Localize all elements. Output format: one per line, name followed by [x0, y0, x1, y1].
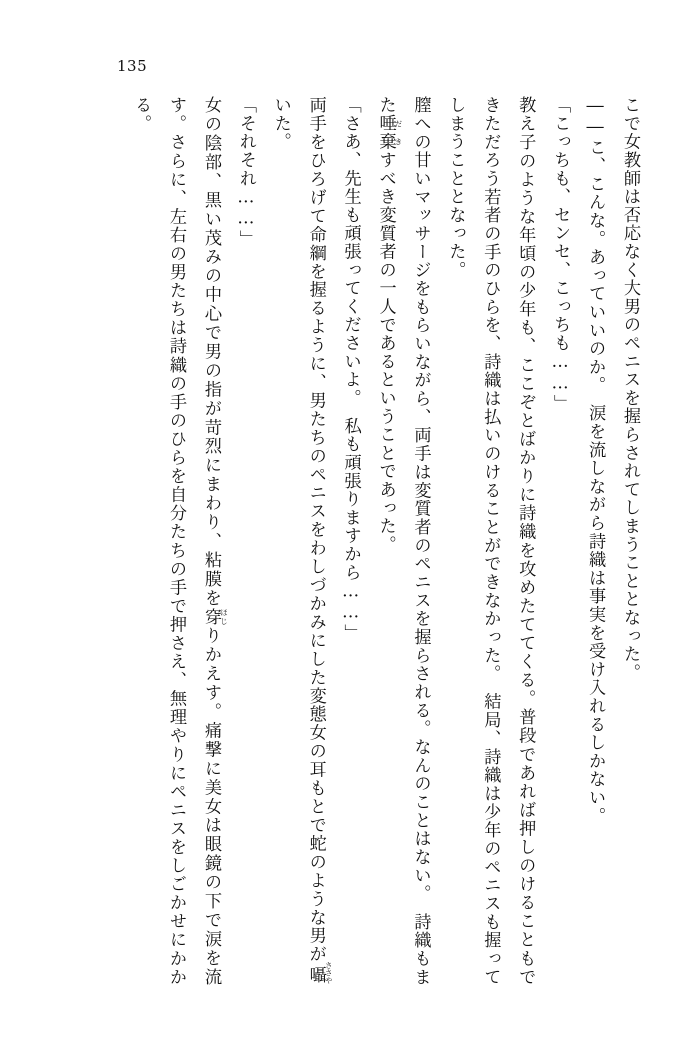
ruby-annotation: 穿ほじ	[200, 607, 229, 627]
page-body-text	[95, 96, 647, 986]
paragraph: 両手をひろげて命綱を握るように、男たちのペニスをわしづかみにした変態女の耳もとで蛇のような男が囁ささやいた。	[270, 96, 334, 984]
paragraph: 「さあ、先生も頑張ってくださいよ。 私も頑張りますから……」	[340, 96, 361, 642]
page-number: 135	[117, 57, 148, 75]
ruby-annotation: 唾棄だき	[375, 114, 404, 151]
paragraph: 膣への甘いマッサージをもらいながら、両手は変質者のペニスを握らされる。なんのことはない。 詩織もまた唾棄だきすべき変質者の一人であるということであった。	[375, 96, 431, 986]
paragraph: 教え子のような年頃の少年も、ここぞとばかりに詩織を攻めたててくる。普段であれば押しのけることもできただろう若者の手のひらを、詩織は払いのけることができなかった。 結局、詩織は少年のペニスも握ってしまうこととなった。	[445, 96, 536, 986]
ruby-annotation: 囁ささや	[305, 961, 334, 984]
paragraph: 「それそれ……」	[235, 96, 256, 248]
paragraph: 「こっちも、センセ、こっちも……」	[550, 96, 571, 413]
paragraph: こで女教師は否応なく大男のペニスを握らされてしまうこととなった。	[620, 96, 640, 682]
paragraph: ――こ、こんな。あっていいのか。 涙を流しながら詩織は事実を受け入れるしかない。	[585, 96, 606, 825]
paragraph: 女の陰部、黒い茂みの中心で男の指が苛烈にまわり、粘膜を穿ほじりかえす。痛撃に美女は眼鏡の下で涙を流す。さらに、左右の男たちは詩織の手のひらを自分たちの手で押さえ、無理やりにペニスをしごかせにかかる。	[131, 96, 229, 986]
